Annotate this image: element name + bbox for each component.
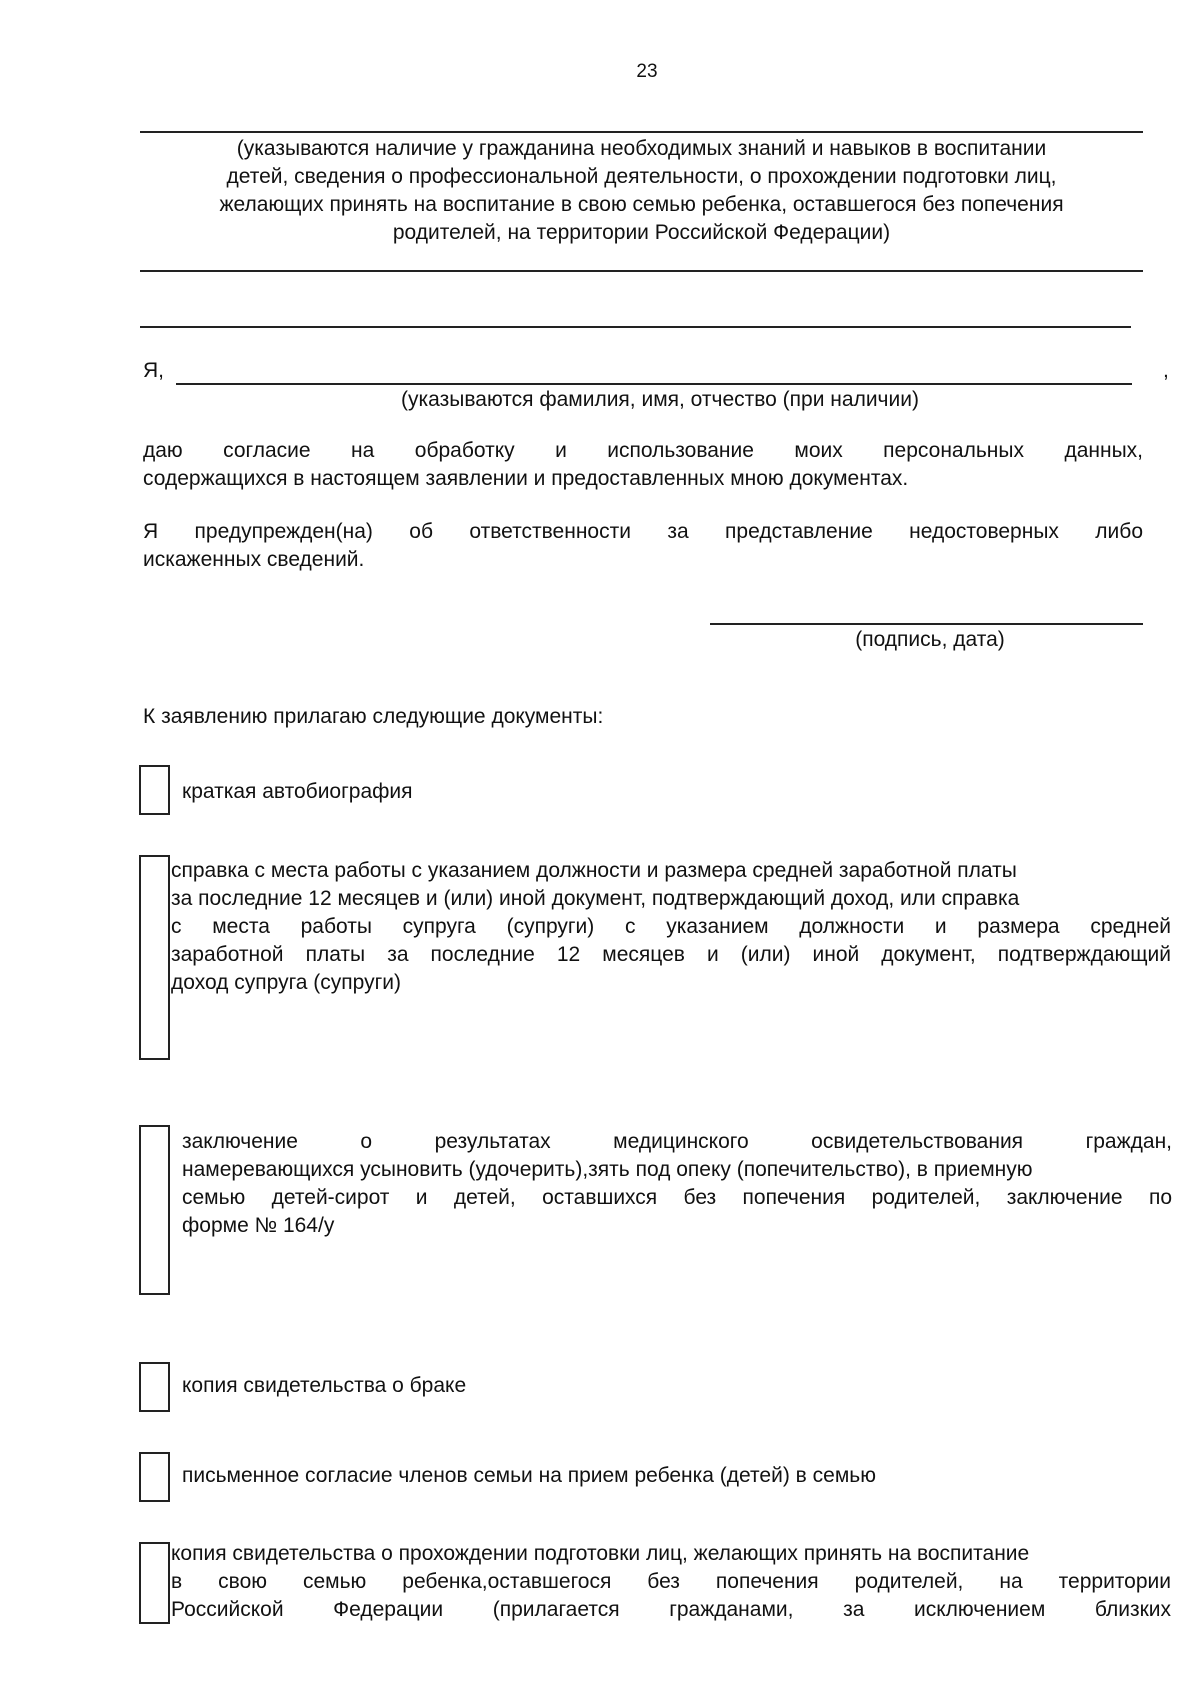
attachment-label-line: в свою семью ребенка,оставшегося без попечения родителей, на территории [171,1570,1171,1593]
attachment-item-family-consent [182,1462,1142,1490]
consent-prefix: Я, [143,359,164,382]
consent-line: даю согласие на обработку и использование моих персональных данных, [143,439,1143,462]
attachment-label-line: за последние 12 месяцев и (или) иной документ, подтверждающий доход, или справка [171,887,1020,910]
page-number: 23 [636,61,658,82]
knowledge-input-line[interactable] [140,326,1131,328]
knowledge-hint-line: (указываются наличие у гражданина необходимых знаний и навыков в воспитании [236,137,1047,160]
consent-suffix: , [1163,359,1169,382]
attachment-checkbox-marriage-certificate[interactable] [139,1362,170,1412]
signature-hint: (подпись, дата) [855,628,1005,651]
attachment-label-line: форме № 164/у [182,1214,335,1237]
warning-line: Я предупрежден(на) об ответственности за представление недостоверных либо [143,520,1143,543]
attachment-checkbox-training-certificate[interactable] [139,1542,170,1624]
knowledge-input-line[interactable] [140,131,1143,133]
attachment-label: письменное согласие членов семьи на прием ребенка (детей) в семью [182,1464,876,1487]
attachment-label-line: Российской Федерации (прилагается гражданами, за исключением близких [171,1598,1171,1621]
attachment-item-marriage-certificate [182,1372,1142,1400]
attachments-heading: К заявлению прилагаю следующие документы: [143,705,604,728]
attachment-label: краткая автобиография [182,780,413,803]
attachment-label: копия свидетельства о браке [182,1374,467,1397]
warning-line: искаженных сведений. [143,548,365,571]
attachment-checkbox-family-consent[interactable] [139,1452,170,1502]
attachment-label-line: копия свидетельства о прохождении подготовки лиц, желающих принять на воспитание [171,1542,1030,1565]
warning-paragraph [143,518,1143,574]
attachment-item-training-certificate [171,1540,1171,1624]
attachment-item-income-certificate [171,857,1171,997]
attachment-checkbox-autobiography[interactable] [139,765,170,815]
knowledge-hint-line: детей, сведения о профессиональной деятельности, о прохождении подготовки лиц, [226,165,1057,188]
knowledge-input-line[interactable] [140,270,1143,272]
knowledge-hint-line: желающих принять на воспитание в свою семью ребенка, оставшегося без попечения [219,193,1064,216]
attachment-label-line: семью детей-сирот и детей, оставшихся без попечения родителей, заключение по [182,1186,1172,1209]
attachment-checkbox-medical-report[interactable] [139,1125,170,1295]
attachment-label-line: справка с места работы с указанием должности и размера средней заработной платы [171,859,1017,882]
consent-paragraph [143,437,1143,493]
full-name-hint: (указываются фамилия, имя, отчество (при наличии) [401,388,919,411]
attachment-label-line: заключение о результатах медицинского освидетельствования граждан, [182,1130,1172,1153]
signature-input-line[interactable] [710,623,1143,625]
attachment-label-line: намеревающихся усыновить (удочерить),зять под опеку (попечительство), в приемную [182,1158,1033,1181]
attachment-label-line: с места работы супруга (супруги) с указанием должности и размера средней [171,915,1171,938]
attachment-checkbox-income-certificate[interactable] [139,855,170,1060]
attachment-item-autobiography [182,778,1142,806]
attachment-label-line: доход супруга (супруги) [171,971,401,994]
knowledge-hint [140,135,1143,247]
full-name-input-line[interactable] [176,383,1132,385]
attachment-label-line: заработной платы за последние 12 месяцев и (или) иной документ, подтверждающий [171,943,1171,966]
knowledge-hint-line: родителей, на территории Российской Федерации) [392,221,891,244]
attachment-item-medical-report [182,1128,1172,1240]
consent-line: содержащихся в настоящем заявлении и предоставленных мною документах. [143,467,909,490]
